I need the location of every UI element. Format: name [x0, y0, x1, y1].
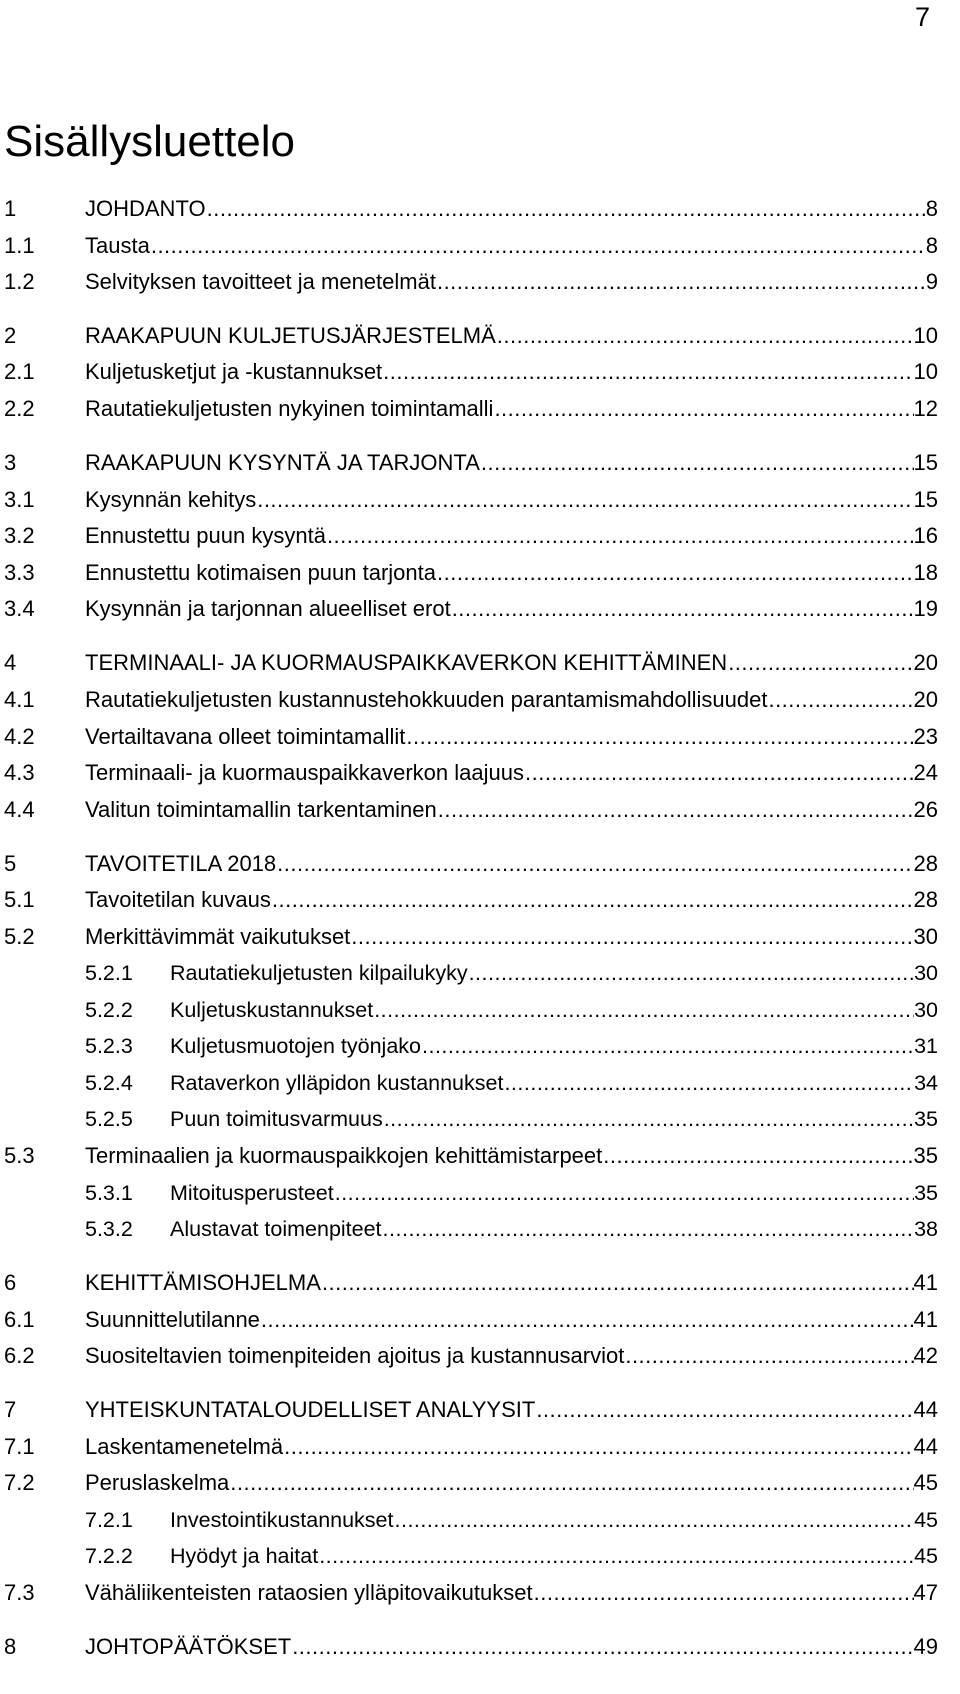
toc-entry-page: 30 [914, 961, 938, 985]
toc-entry-page: 49 [913, 1634, 938, 1659]
toc-entry-title: Laskentamenetelmä [85, 1434, 284, 1459]
toc-entry-number: 1.1 [4, 233, 35, 258]
toc-entry-number: 3 [4, 450, 17, 475]
toc-entry[interactable] [0, 1341, 960, 1371]
toc-dot-leader [350, 922, 913, 952]
toc-entry-line [170, 1104, 938, 1134]
toc-entry-number: 7.2.2 [85, 1544, 133, 1568]
toc-dot-leader [276, 849, 913, 879]
toc-entry-title: Kuljetusketjut ja -kustannukset [85, 359, 383, 384]
toc-entry-title: Valitun toimintamallin tarkentaminen [85, 797, 437, 822]
toc-dot-leader [206, 194, 926, 224]
toc-dot-leader [535, 1395, 913, 1425]
toc-entry-number: 5.1 [4, 887, 35, 912]
toc-dot-leader [394, 1505, 915, 1535]
toc-entry-title: Kysynnän kehitys [85, 487, 257, 512]
toc-entry-number: 5.2.3 [85, 1034, 133, 1058]
toc-entry-line [85, 795, 938, 825]
toc-entry[interactable] [0, 795, 960, 825]
toc-dot-leader [767, 685, 913, 715]
toc-dot-leader [533, 1578, 914, 1608]
toc-entry-page: 18 [913, 560, 938, 585]
toc-entry-line [85, 722, 938, 752]
toc-entry-number: 4 [4, 650, 17, 675]
toc-entry-title: KEHITTÄMISOHJELMA [85, 1270, 321, 1295]
toc-entry-line [85, 648, 938, 678]
toc-entry[interactable] [0, 1031, 960, 1061]
toc-entry[interactable] [0, 1395, 960, 1425]
toc-dot-leader [437, 795, 914, 825]
toc-entry-page: 10 [913, 323, 938, 348]
toc-entry-title: Kuljetusmuotojen työnjako [170, 1034, 421, 1058]
toc-entry-number: 7 [4, 1397, 17, 1422]
toc-entry[interactable] [0, 685, 960, 715]
toc-dot-leader [405, 722, 913, 752]
toc-entry-number: 1 [4, 196, 17, 221]
toc-entry[interactable] [0, 1068, 960, 1098]
toc-entry[interactable] [0, 1141, 960, 1171]
toc-dot-leader [373, 995, 914, 1025]
toc-entry-title: Terminaalien ja kuormauspaikkojen kehittämistarpeet [85, 1143, 603, 1168]
toc-entry-page: 42 [913, 1343, 938, 1368]
toc-entry-title: Ennustettu puun kysyntä [85, 523, 326, 548]
toc-entry-line [170, 1031, 938, 1061]
toc-dot-leader [271, 885, 914, 915]
toc-entry-page: 15 [913, 450, 938, 475]
toc-entry-number: 5.3.1 [85, 1181, 133, 1205]
toc-dot-leader [260, 1305, 914, 1335]
toc-entry[interactable] [0, 885, 960, 915]
toc-entry-title: TERMINAALI- JA KUORMAUSPAIKKAVERKON KEHITTÄMINEN [85, 650, 728, 675]
toc-entry-number: 2.1 [4, 359, 35, 384]
toc-entry[interactable] [0, 849, 960, 879]
toc-dot-leader [436, 267, 926, 297]
toc-entry-line [170, 1068, 938, 1098]
toc-dot-leader [256, 485, 913, 515]
toc-entry-number: 6 [4, 1270, 17, 1295]
toc-entry-title: RAAKAPUUN KULJETUSJÄRJESTELMÄ [85, 323, 496, 348]
toc-dot-leader [524, 758, 914, 788]
toc-entry-line [85, 885, 938, 915]
toc-entry[interactable] [0, 267, 960, 297]
toc-entry-page: 26 [913, 797, 938, 822]
toc-entry-page: 30 [913, 924, 938, 949]
toc-entry[interactable] [0, 995, 960, 1025]
toc-entry-title: Vertailtavana olleet toimintamallit [85, 724, 406, 749]
toc-entry-line [170, 1178, 938, 1208]
toc-entry-page: 30 [914, 998, 938, 1022]
toc-entry-title: Rautatiekuljetusten kilpailukyky [170, 961, 468, 985]
toc-entry-line [85, 1578, 938, 1608]
toc-entry-title: Kuljetuskustannukset [170, 998, 374, 1022]
toc-entry-page: 9 [925, 269, 938, 294]
toc-entry[interactable] [0, 357, 960, 387]
toc-entry-number: 6.1 [4, 1307, 35, 1332]
toc-dot-leader [229, 1468, 913, 1498]
toc-entry-page: 8 [925, 233, 938, 258]
toc-entry-title: Terminaali- ja kuormauspaikkaverkon laajuus [85, 760, 524, 785]
toc-entry-page: 45 [913, 1470, 938, 1495]
toc-entry-number: 4.3 [4, 760, 35, 785]
toc-entry[interactable] [0, 1468, 960, 1498]
toc-entry-line [85, 1468, 938, 1498]
toc-entry-number: 3.1 [4, 487, 35, 512]
toc-entry-line [85, 922, 938, 952]
toc-entry[interactable] [0, 648, 960, 678]
toc-entry-page: 41 [913, 1307, 938, 1332]
toc-entry-line [170, 1541, 938, 1571]
toc-entry[interactable] [0, 485, 960, 515]
toc-entry-title: Rautatiekuljetusten kustannustehokkuuden parantamismahdollisuudet [85, 687, 768, 712]
toc-entry-number: 5.2.5 [85, 1107, 133, 1131]
toc-dot-leader [383, 1104, 914, 1134]
toc-entry-page: 28 [913, 851, 938, 876]
page-title: Sisällysluettelo [4, 117, 296, 166]
toc-entry-title: Suositeltavien toimenpiteiden ajoitus ja kustannusarviot [85, 1343, 625, 1368]
toc-entry-line [170, 995, 938, 1025]
toc-entry-number: 5.2.2 [85, 998, 133, 1022]
toc-dot-leader [321, 1268, 914, 1298]
toc-entry-number: 4.1 [4, 687, 35, 712]
toc-entry-title: Selvityksen tavoitteet ja menetelmät [85, 269, 436, 294]
toc-entry[interactable] [0, 1305, 960, 1335]
toc-entry-title: Rautatiekuljetusten nykyinen toimintamalli [85, 396, 494, 421]
toc-dot-leader [382, 357, 913, 387]
toc-entry-title: Tausta [85, 233, 150, 258]
toc-dot-leader [468, 958, 915, 988]
toc-entry[interactable] [0, 521, 960, 551]
toc-dot-leader [150, 231, 926, 261]
toc-entry-number: 5.2 [4, 924, 35, 949]
toc-entry-line [85, 594, 938, 624]
toc-entry-page: 10 [913, 359, 938, 384]
toc-entry-number: 1.2 [4, 269, 35, 294]
toc-entry-page: 41 [913, 1270, 938, 1295]
toc-entry-number: 6.2 [4, 1343, 35, 1368]
toc-entry[interactable] [0, 958, 960, 988]
toc-entry-number: 5.2.4 [85, 1071, 133, 1095]
toc-entry-line [85, 1268, 938, 1298]
toc-entry[interactable] [0, 231, 960, 261]
toc-entry-title: Merkittävimmät vaikutukset [85, 924, 351, 949]
toc-entry-page: 34 [914, 1071, 938, 1095]
toc-dot-leader [602, 1141, 913, 1171]
toc-dot-leader [503, 1068, 914, 1098]
toc-entry[interactable] [0, 1268, 960, 1298]
page-number: 7 [914, 2, 930, 32]
toc-dot-leader [326, 521, 914, 551]
toc-entry-number: 5.2.1 [85, 961, 133, 985]
toc-entry-number: 4.4 [4, 797, 35, 822]
toc-entry-title: Investointikustannukset [170, 1508, 394, 1532]
toc-entry-title: Vähäliikenteisten rataosien ylläpitovaikutukset [85, 1580, 533, 1605]
toc-entry-page: 15 [913, 487, 938, 512]
toc-dot-leader [451, 594, 914, 624]
toc-entry[interactable] [0, 758, 960, 788]
toc-entry[interactable] [0, 321, 960, 351]
toc-entry-line [85, 357, 938, 387]
toc-entry-line [85, 1341, 938, 1371]
toc-entry[interactable] [0, 722, 960, 752]
toc-entry[interactable] [0, 1104, 960, 1134]
toc-entry[interactable] [0, 922, 960, 952]
toc-entry-line [85, 1141, 938, 1171]
toc-entry[interactable] [0, 1432, 960, 1462]
toc-entry-line [85, 1305, 938, 1335]
toc-dot-leader [334, 1178, 914, 1208]
toc-entry-page: 24 [913, 760, 938, 785]
toc-entry-page: 20 [913, 650, 938, 675]
toc-entry-number: 5 [4, 851, 17, 876]
toc-entry-title: Alustavat toimenpiteet [170, 1217, 382, 1241]
toc-entry[interactable] [0, 558, 960, 588]
toc-dot-leader [496, 321, 914, 351]
toc-entry-page: 45 [914, 1544, 938, 1568]
toc-dot-leader [318, 1541, 914, 1571]
toc-entry-number: 5.3.2 [85, 1217, 133, 1241]
toc-entry-title: TAVOITETILA 2018 [85, 851, 277, 876]
toc-entry-page: 19 [913, 596, 938, 621]
toc-entry-line [85, 758, 938, 788]
toc-entry-number: 3.3 [4, 560, 35, 585]
toc-entry-number: 5.3 [4, 1143, 35, 1168]
toc-dot-leader [421, 1031, 914, 1061]
toc-entry-page: 35 [914, 1181, 938, 1205]
toc-entry-line [85, 1395, 938, 1425]
toc-dot-leader [291, 1632, 913, 1662]
toc-entry-page: 38 [914, 1217, 938, 1241]
toc-entry-number: 3.4 [4, 596, 35, 621]
toc-entry-page: 35 [913, 1143, 938, 1168]
toc-entry-title: Mitoitusperusteet [170, 1181, 334, 1205]
toc-entry-number: 4.2 [4, 724, 35, 749]
toc-entry-title: JOHTOPÄÄTÖKSET [85, 1634, 292, 1659]
toc-entry[interactable] [0, 194, 960, 224]
toc-entry-page: 12 [913, 396, 938, 421]
toc-entry[interactable] [0, 394, 960, 424]
toc-entry[interactable] [0, 1541, 960, 1571]
toc-entry-line [170, 1214, 938, 1244]
toc-entry-page: 16 [913, 523, 938, 548]
toc-entry-line [85, 485, 938, 515]
toc-entry-page: 44 [913, 1397, 938, 1422]
toc-dot-leader [480, 448, 914, 478]
toc-entry-line [85, 1632, 938, 1662]
toc-dot-leader [493, 394, 913, 424]
toc-entry-title: Hyödyt ja haitat [170, 1544, 319, 1568]
toc-dot-leader [382, 1214, 915, 1244]
toc-entry[interactable] [0, 448, 960, 478]
toc-entry-number: 7.2.1 [85, 1508, 133, 1532]
toc-entry-page: 8 [925, 196, 938, 221]
toc-entry-line [85, 194, 938, 224]
toc-entry-line [85, 685, 938, 715]
toc-entry-page: 23 [913, 724, 938, 749]
toc-entry-line [85, 394, 938, 424]
toc-entry-number: 3.2 [4, 523, 35, 548]
toc-dot-leader [283, 1432, 913, 1462]
toc-entry-page: 45 [914, 1508, 938, 1532]
toc-entry-title: Puun toimitusvarmuus [170, 1107, 383, 1131]
toc-entry[interactable] [0, 1505, 960, 1535]
toc-entry[interactable] [0, 1214, 960, 1244]
toc-entry-number: 7.3 [4, 1580, 35, 1605]
toc-dot-leader [624, 1341, 913, 1371]
toc-entry-line [85, 321, 938, 351]
toc-dot-leader [436, 558, 914, 588]
toc-entry-title: Kysynnän ja tarjonnan alueelliset erot [85, 596, 451, 621]
toc-entry-title: Rataverkon ylläpidon kustannukset [170, 1071, 504, 1095]
toc-entry[interactable] [0, 1632, 960, 1662]
toc-entry-line [85, 1432, 938, 1462]
toc-entry-number: 2.2 [4, 396, 35, 421]
toc-entry-line [170, 1505, 938, 1535]
toc-entry-title: Suunnittelutilanne [85, 1307, 260, 1332]
toc-entry-page: 47 [913, 1580, 938, 1605]
toc-entry-line [85, 267, 938, 297]
toc-entry-title: JOHDANTO [85, 196, 206, 221]
toc-entry[interactable] [0, 1178, 960, 1208]
toc-entry-page: 35 [914, 1107, 938, 1131]
toc-entry-number: 8 [4, 1634, 17, 1659]
toc-entry-title: YHTEISKUNTATALOUDELLISET ANALYYSIT [85, 1397, 536, 1422]
toc-entry-title: RAAKAPUUN KYSYNTÄ JA TARJONTA [85, 450, 480, 475]
toc-entry-number: 7.1 [4, 1434, 35, 1459]
toc-entry-line [85, 558, 938, 588]
toc-entry-line [170, 958, 938, 988]
toc-entry-page: 20 [913, 687, 938, 712]
toc-entry-title: Peruslaskelma [85, 1470, 230, 1495]
toc-entry-page: 28 [913, 887, 938, 912]
toc-entry-page: 44 [913, 1434, 938, 1459]
toc-entry[interactable] [0, 594, 960, 624]
toc-entry-title: Tavoitetilan kuvaus [85, 887, 271, 912]
toc-entry-line [85, 448, 938, 478]
toc-dot-leader [727, 648, 913, 678]
toc-entry[interactable] [0, 1578, 960, 1608]
toc-entry-number: 2 [4, 323, 17, 348]
toc-entry-line [85, 521, 938, 551]
toc-entry-number: 7.2 [4, 1470, 35, 1495]
toc-entry-title: Ennustettu kotimaisen puun tarjonta [85, 560, 437, 585]
toc-entry-line [85, 849, 938, 879]
toc-entry-line [85, 231, 938, 261]
toc-entry-page: 31 [914, 1034, 938, 1058]
